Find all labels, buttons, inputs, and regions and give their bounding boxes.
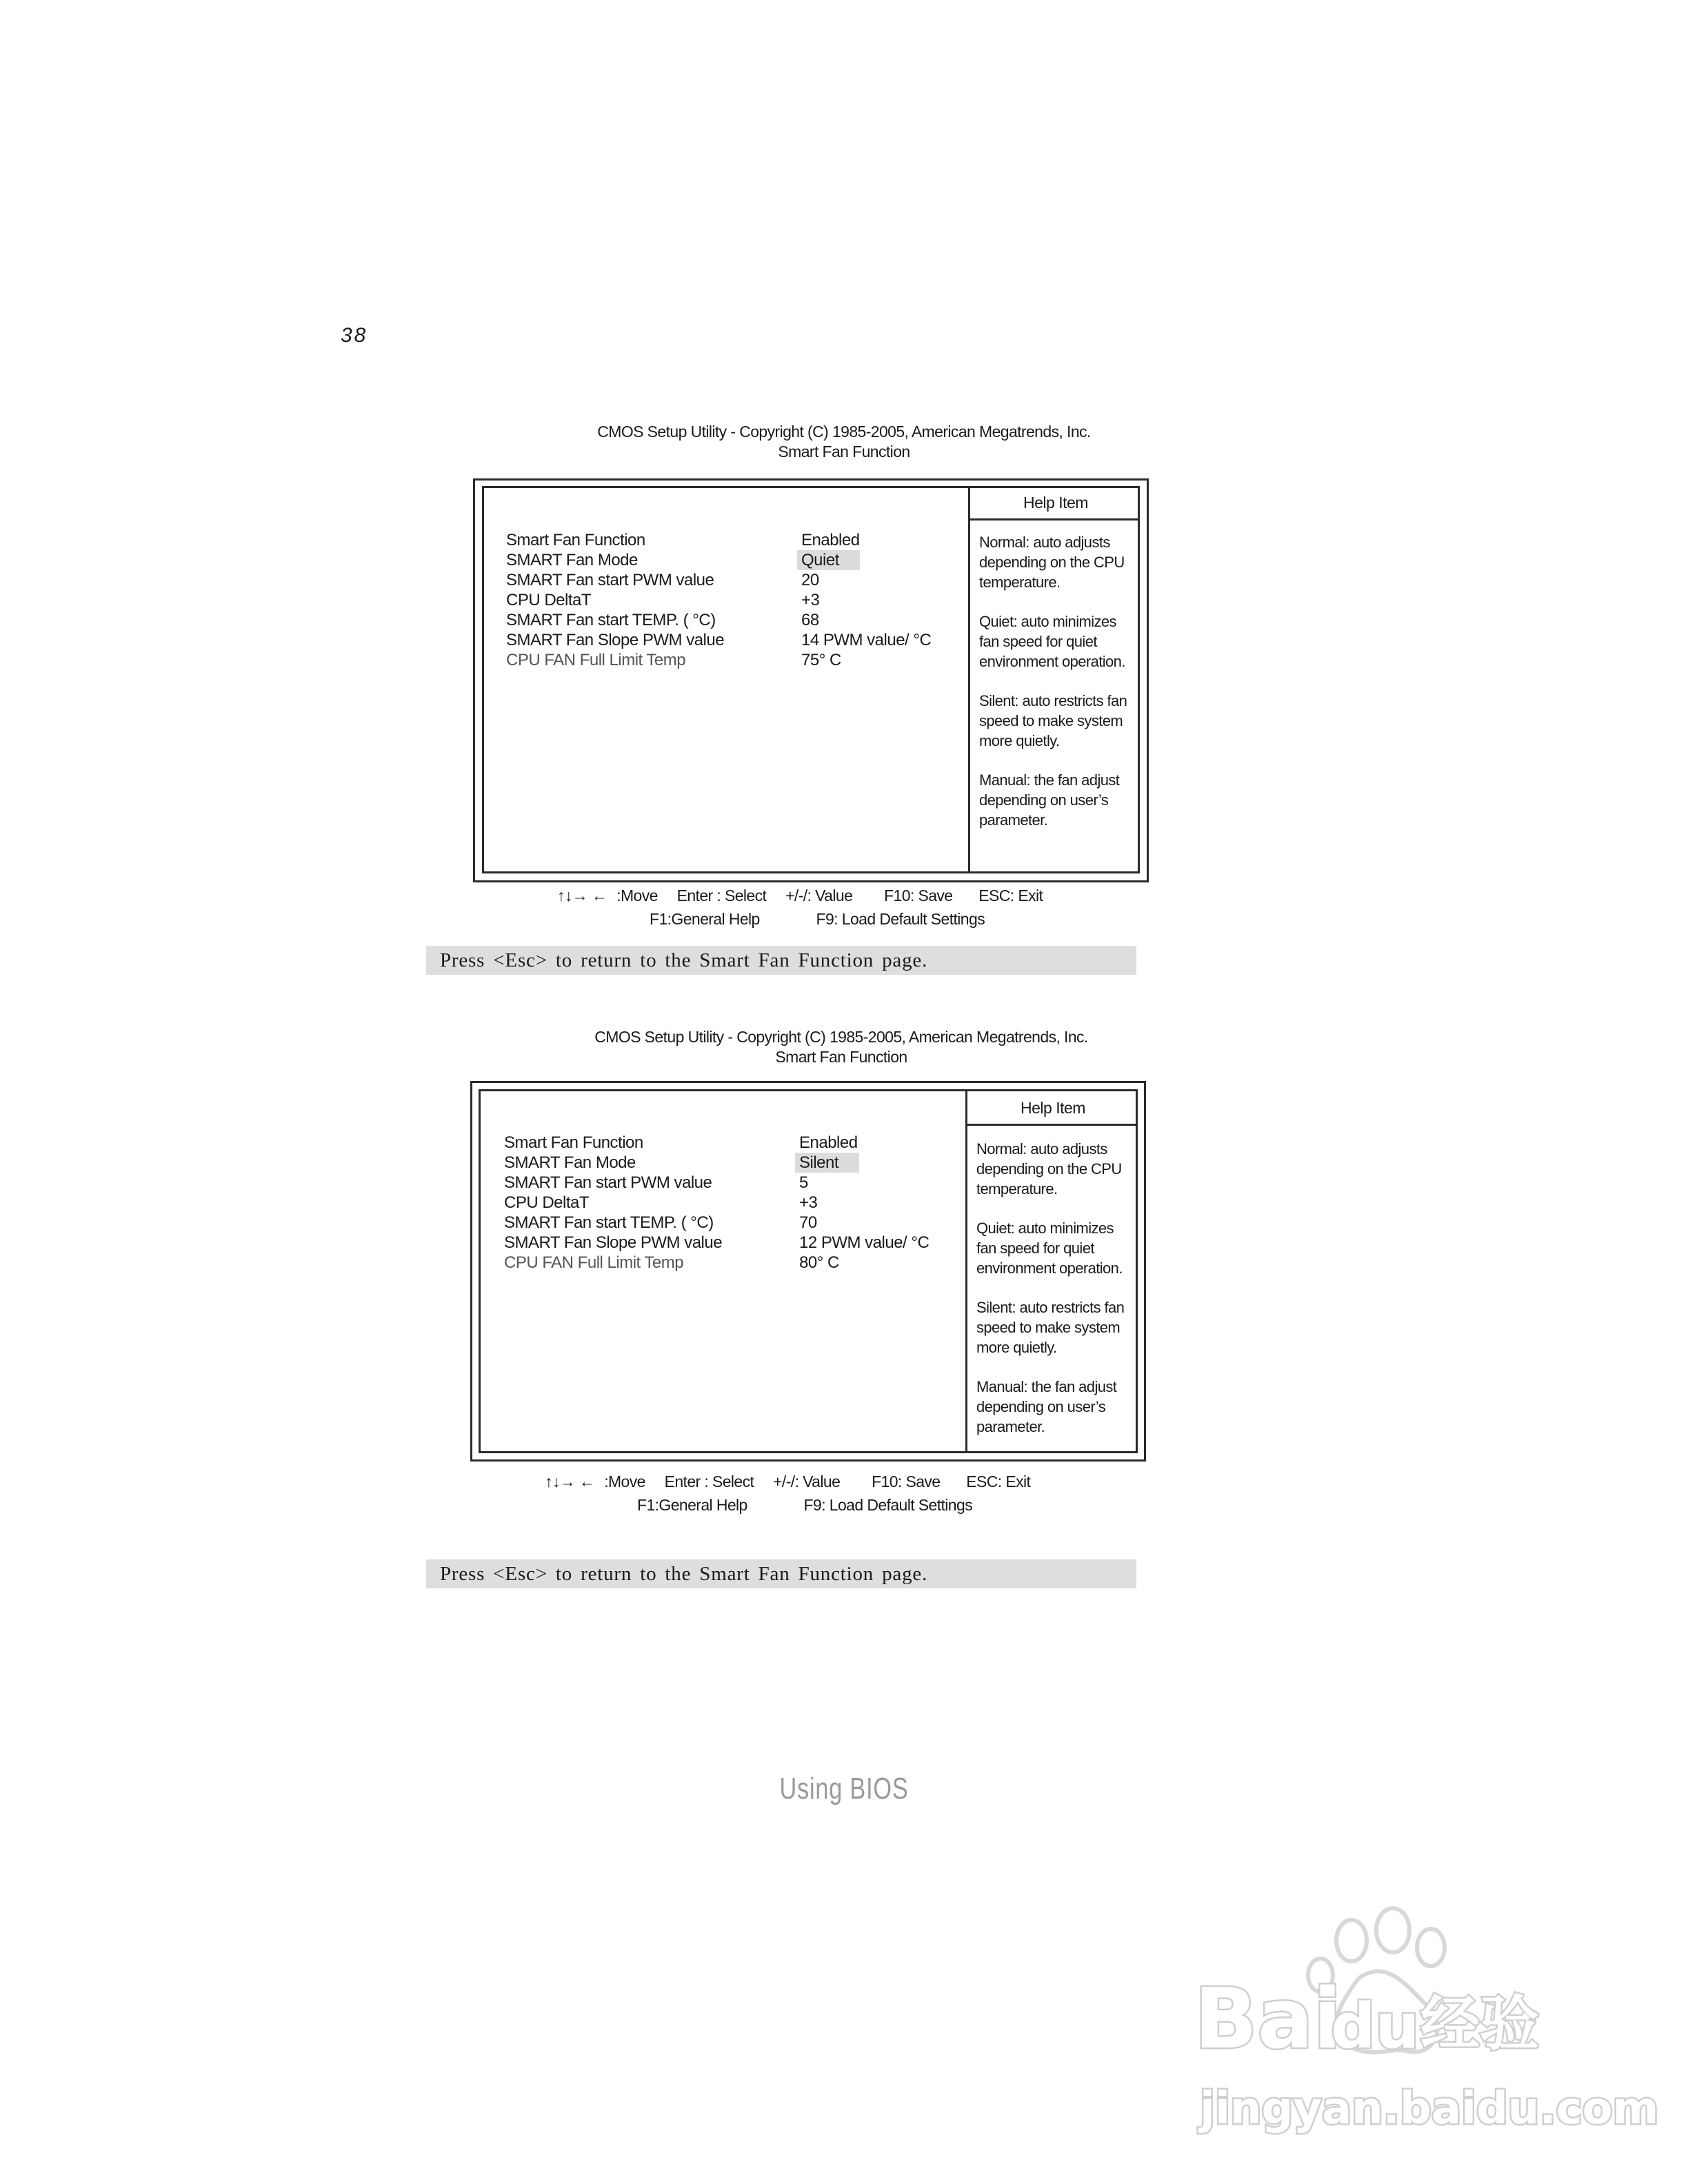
setting-value[interactable]: 70 — [799, 1213, 817, 1232]
setting-row-start-pwm[interactable] — [506, 570, 931, 590]
help-panel-divider — [965, 1089, 967, 1453]
key-general-help: F1:General Help — [650, 910, 760, 928]
arrow-keys-icon: ↑↓→ ← — [557, 887, 607, 904]
help-manual: Manual: the fan adjust depending on user’s parameter. — [979, 771, 1120, 829]
setting-label: Smart Fan Function — [506, 531, 645, 549]
setting-row-full-limit-temp — [504, 1253, 929, 1273]
setting-value[interactable]: +3 — [801, 591, 820, 609]
setting-value[interactable]: Enabled — [801, 531, 860, 549]
setting-label: CPU DeltaT — [506, 591, 592, 609]
key-exit: ESC: Exit — [966, 1473, 1031, 1490]
setting-label: SMART Fan Slope PWM value — [506, 631, 725, 649]
setting-label: SMART Fan start TEMP. ( °C) — [506, 611, 716, 629]
key-save: F10: Save — [884, 887, 953, 904]
svg-text:Bai: Bai — [1194, 1972, 1342, 2067]
bios-header-title: CMOS Setup Utility - Copyright (C) 1985-2005, American Megatrends, Inc. — [594, 1028, 1088, 1046]
key-legend-line2 — [650, 910, 1000, 929]
setting-row-start-temp[interactable] — [504, 1213, 929, 1233]
setting-row-start-pwm[interactable] — [504, 1173, 929, 1193]
arrow-keys-icon: ↑↓→ ← — [545, 1473, 595, 1490]
setting-label: SMART Fan Slope PWM value — [504, 1233, 723, 1252]
setting-value: 75° C — [801, 651, 841, 669]
setting-value[interactable]: 20 — [801, 571, 819, 589]
setting-row-slope-pwm[interactable] — [504, 1233, 929, 1253]
setting-value-selected[interactable]: Quiet — [797, 550, 860, 570]
help-text — [976, 1139, 1136, 1456]
key-load-defaults: F9: Load Default Settings — [803, 1496, 973, 1514]
setting-row-smart-fan-function[interactable] — [504, 1133, 929, 1153]
setting-label: SMART Fan start PWM value — [504, 1173, 712, 1192]
svg-text:du: du — [1331, 1990, 1420, 2063]
setting-label: CPU DeltaT — [504, 1193, 590, 1212]
setting-row-smart-fan-function[interactable] — [506, 530, 931, 550]
setting-value: 80° C — [799, 1253, 839, 1272]
help-normal: Normal: auto adjusts depending on the CPU temperature. — [979, 534, 1125, 591]
key-value: +/-/: Value — [773, 1473, 841, 1490]
setting-label: SMART Fan start PWM value — [506, 571, 714, 589]
setting-label: SMART Fan Mode — [506, 551, 638, 569]
settings-list — [506, 530, 931, 670]
help-panel-divider — [968, 486, 970, 873]
setting-value[interactable]: 5 — [799, 1173, 808, 1192]
help-quiet: Quiet: auto minimizes fan speed for quiet environment operation. — [979, 613, 1125, 670]
setting-row-start-temp[interactable] — [506, 610, 931, 630]
setting-label: CPU FAN Full Limit Temp — [504, 1253, 684, 1272]
setting-value[interactable]: +3 — [799, 1193, 818, 1212]
setting-row-cpu-deltat[interactable] — [504, 1193, 929, 1213]
setting-value[interactable]: 14 PWM value/ °C — [801, 631, 932, 649]
key-move: :Move — [604, 1473, 645, 1490]
key-load-defaults: F9: Load Default Settings — [816, 910, 985, 928]
key-value: +/-/: Value — [785, 887, 853, 904]
settings-list — [504, 1133, 929, 1273]
key-legend-line1 — [545, 1473, 1045, 1491]
setting-row-cpu-deltat[interactable] — [506, 590, 931, 610]
help-quiet: Quiet: auto minimizes fan speed for quiet environment operation. — [976, 1220, 1123, 1277]
setting-value[interactable]: 68 — [801, 611, 819, 629]
svg-text:jingyan.baidu.com: jingyan.baidu.com — [1200, 2083, 1659, 2134]
key-save: F10: Save — [872, 1473, 941, 1490]
help-item-title: Help Item — [1023, 494, 1088, 512]
help-normal: Normal: auto adjusts depending on the CPU temperature. — [976, 1140, 1122, 1197]
setting-row-smart-fan-mode[interactable] — [504, 1153, 929, 1173]
setting-row-smart-fan-mode[interactable] — [506, 550, 931, 570]
esc-note: Press <Esc> to return to the Smart Fan Function page. — [426, 1559, 1136, 1588]
help-silent: Silent: auto restricts fan speed to make system more quietly. — [976, 1299, 1125, 1356]
help-text — [979, 532, 1139, 849]
key-legend-line2 — [637, 1496, 987, 1515]
setting-label: SMART Fan Mode — [504, 1153, 636, 1172]
bios-header-title: CMOS Setup Utility - Copyright (C) 1985-2005, American Megatrends, Inc. — [597, 423, 1091, 441]
help-manual: Manual: the fan adjust depending on user’s parameter. — [976, 1378, 1117, 1435]
setting-label: Smart Fan Function — [504, 1133, 643, 1152]
key-select: Enter : Select — [664, 1473, 754, 1490]
help-title-divider — [968, 518, 1140, 520]
key-exit: ESC: Exit — [978, 887, 1043, 904]
help-item-title: Help Item — [1021, 1099, 1085, 1117]
help-title-divider — [965, 1124, 1138, 1126]
bios-header-subtitle: Smart Fan Function — [775, 1048, 907, 1066]
setting-label: CPU FAN Full Limit Temp — [506, 651, 686, 669]
bios-header-subtitle: Smart Fan Function — [778, 443, 910, 461]
help-silent: Silent: auto restricts fan speed to make system more quietly. — [979, 692, 1127, 749]
setting-label: SMART Fan start TEMP. ( °C) — [504, 1213, 714, 1232]
setting-value-selected[interactable]: Silent — [795, 1153, 859, 1173]
setting-value[interactable]: 12 PWM value/ °C — [799, 1233, 930, 1252]
baidu-watermark-logo — [1186, 1903, 1659, 2151]
page-footer: Using BIOS — [779, 1772, 909, 1806]
key-select: Enter : Select — [676, 887, 767, 904]
setting-row-full-limit-temp — [506, 650, 931, 670]
setting-row-slope-pwm[interactable] — [506, 630, 931, 650]
page-number: 38 — [341, 324, 368, 347]
key-general-help: F1:General Help — [637, 1496, 747, 1514]
setting-value[interactable]: Enabled — [799, 1133, 858, 1152]
key-legend-line1 — [557, 887, 1058, 905]
esc-note: Press <Esc> to return to the Smart Fan Function page. — [426, 946, 1136, 975]
key-move: :Move — [616, 887, 658, 904]
svg-text:经验: 经验 — [1420, 1990, 1539, 2059]
